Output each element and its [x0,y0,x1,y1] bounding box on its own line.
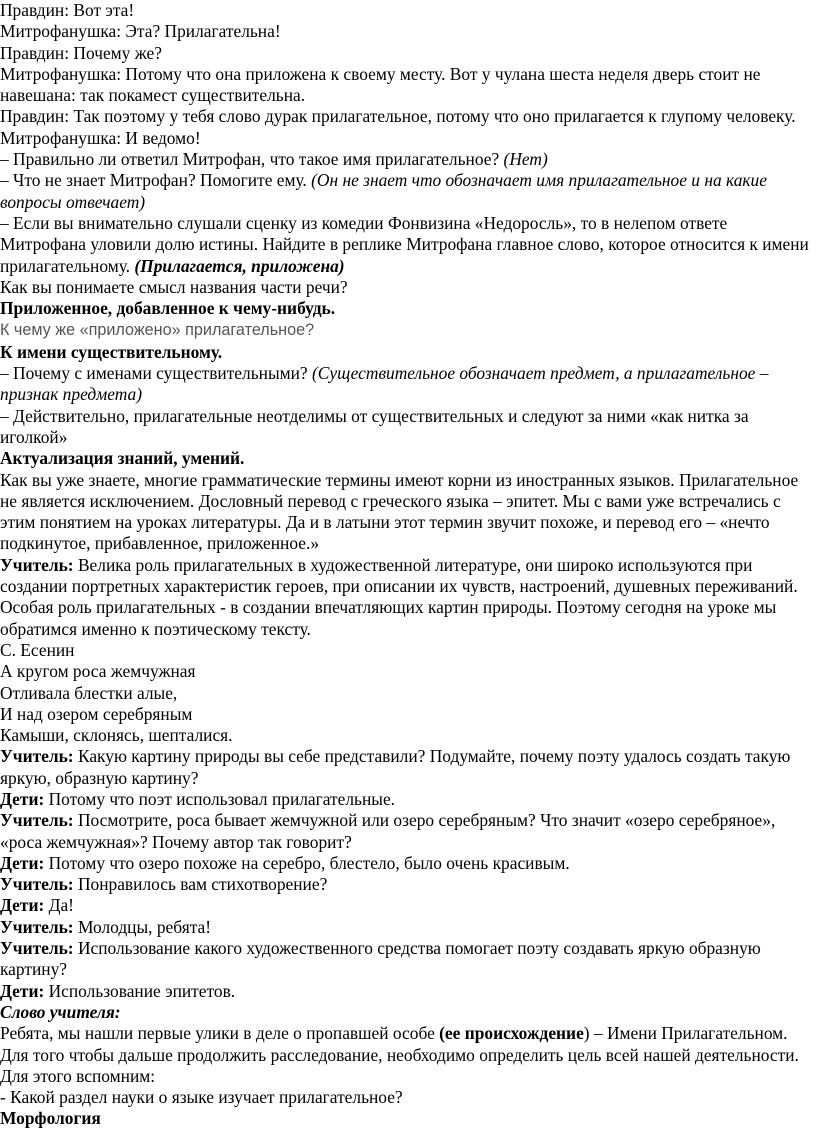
text-run: Учитель: [0,810,74,831]
text-line [0,298,812,319]
text-line [0,1108,812,1129]
text-run: Митрофанушка: Эта? Прилагательна! [0,21,281,42]
text-line [0,149,812,170]
text-run: Велика роль прилагательных в художественной литературе, они широко используются при создании портретных характеристик героев, при описании их чувств, настроений, душевных переживаний. Особая роль прилагательных - в создании впечатляющих картин природы. Поэтому сегодня на уроке мы обратимся именно к поэтическому тексту. [0,554,798,639]
text-line [0,213,812,277]
text-run: Учитель: [0,746,74,767]
text-run: Потому что поэт использовал прилагательные. [44,788,396,809]
text-run: Как вы понимаете смысл названия части речи? [0,276,348,297]
text-run: – Если вы внимательно слушали сценку из комедии Фонвизина «Недоросль», то в нелепом ответе Митрофана уловили долю истины. Найдите в реплике Митрофана главное слово, которое относится к имени прилагательному. [0,212,809,276]
text-line [0,853,812,874]
text-line [0,448,812,469]
text-run: С. Есенин [0,639,75,660]
text-line [0,21,812,42]
text-run: Посмотрите, роса бывает жемчужной или озеро серебряным? Что значит «озеро серебряное», «роса жемчужная»? Почему автор так говорит? [0,810,776,852]
text-line [0,170,812,213]
text-run: Потому что озеро похоже на серебро, блестело, было очень красивым. [44,852,570,873]
text-line [0,43,812,64]
text-run: – Действительно, прилагательные неотделимы от существительных и следуют за ними «как нитка за иголкой» [0,405,749,447]
text-line [0,810,812,853]
text-line [0,938,812,981]
text-run: ) – Имени Прилагательном. Для того чтобы дальше продолжить расследование, необходимо определить цель всей нашей деятельности. Для этого вспомним: [0,1023,799,1086]
text-run: Митрофанушка: Потому что она приложена к своему месту. Вот у чулана шеста неделя дверь стоит не навешана: так покамест существительна. [0,63,761,106]
text-line [0,555,812,640]
text-run: Правдин: Почему же? [0,42,162,63]
text-run: Приложенное, добавленное к чему-нибудь. [0,298,336,319]
text-run: Камыши, склонясь, шепталися. [0,725,233,746]
text-run: (Существительное обозначает предмет, а прилагательное – признак предмета) [0,363,769,405]
text-run: Как вы уже знаете, многие грамматические термины имеют корни из иностранных языков. Прилагательное не является исключением. Дословный перевод с греческого языка – эпитет. Мы с вами уже встречались с этим понятием на уроках литературы. Да и в латыни этот термин звучит похоже, и перевод его – «нечто подкинутое, прибавленное, приложенное.» [0,469,799,554]
text-run: Дети: [0,852,45,873]
text-run: - Какой раздел науки о языке изучает прилагательное? [0,1087,403,1108]
text-line [0,683,812,704]
text-line [0,895,812,916]
text-run: Учитель: [0,916,74,937]
text-run: (ее происхождение [439,1023,584,1044]
text-run: Молодцы, ребята! [73,916,212,937]
text-line [0,406,812,449]
text-run: – Правильно ли ответил Митрофан, что такое имя прилагательное? [0,149,504,170]
text-run: Правдин: Так поэтому у тебя слово дурак прилагательное, потому что оно прилагается к глупому человеку. [0,106,796,127]
text-run: Ребята, мы нашли первые улики в деле о пропавшей особе [0,1023,440,1044]
text-line [0,917,812,938]
text-run: – Что не знает Митрофан? Помогите ему. [0,170,312,191]
text-line [0,704,812,725]
text-line [0,661,812,682]
text-line [0,725,812,746]
text-line [0,1087,812,1108]
text-line [0,342,812,363]
text-run: Актуализация знаний, умений. [0,448,245,469]
text-run: Какую картину природы вы себе представили? Подумайте, почему поэту удалось создать такую яркую, образную картину? [0,746,791,788]
text-line [0,746,812,789]
text-run: К имени существительному. [0,341,223,362]
text-run: Дети: [0,980,45,1001]
text-line [0,363,812,406]
text-run: Правдин: Вот эта! [0,0,135,20]
text-line [0,981,812,1002]
text-run: К чему же «приложено» прилагательное? [0,321,315,340]
text-line [0,640,812,661]
text-run: Использование эпитетов. [44,980,236,1001]
text-run: Отливала блестки алые, [0,682,178,703]
text-run: Дети: [0,895,45,916]
text-line [0,106,812,127]
text-line [0,319,812,341]
text-line [0,1023,812,1087]
text-run: (Он не знает что обозначает имя прилагательное и на какие вопросы отвечает) [0,170,767,212]
text-run: Учитель: [0,938,74,959]
text-run: Морфология [0,1108,101,1129]
text-run: Учитель: [0,554,74,575]
text-run: (Нет) [503,149,548,170]
text-line [0,874,812,895]
text-line [0,128,812,149]
text-line [0,470,812,555]
text-run: Использование какого художественного средства помогает поэту создавать яркую образную картину? [0,938,761,980]
text-run: И над озером серебряным [0,703,193,724]
text-line [0,64,812,107]
text-run: Да! [44,895,74,916]
text-run: Понравилось вам стихотворение? [73,874,328,895]
text-line [0,1002,812,1023]
text-run: – Почему с именами существительными? [0,363,313,384]
text-line [0,0,812,21]
text-run: Слово учителя: [0,1001,121,1022]
text-run: (Прилагается, приложена) [134,255,345,276]
text-run: Митрофанушка: И ведомо! [0,127,201,148]
text-run: А кругом роса жемчужная [0,661,196,682]
text-run: Учитель: [0,874,74,895]
text-line [0,277,812,298]
text-line [0,789,812,810]
text-run: Дети: [0,788,45,809]
